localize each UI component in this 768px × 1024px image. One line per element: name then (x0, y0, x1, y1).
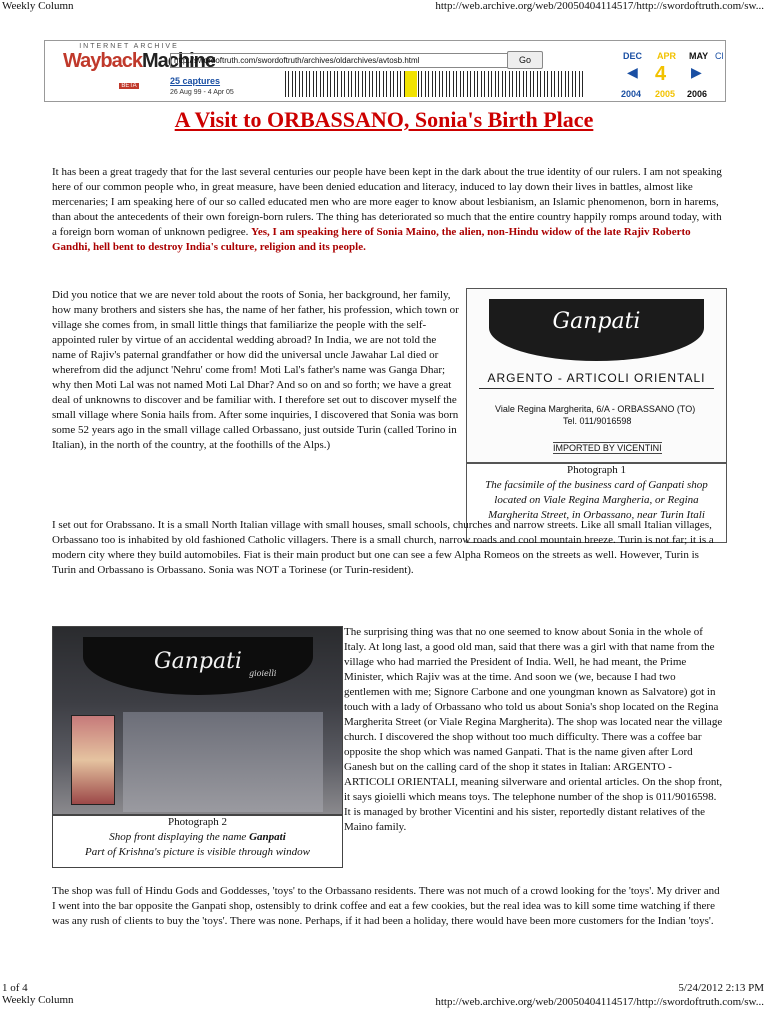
photo-2-caption-line2: Part of Krishna's picture is visible through window (85, 846, 310, 858)
card-telephone: Tel. 011/9016598 (563, 416, 632, 426)
paragraph-intro (52, 165, 724, 255)
wayback-logo-top: INTERNET ARCHIVE (79, 43, 179, 50)
page-title: A Visit to ORBASSANO, Sonia's Birth Place (174, 107, 594, 132)
card-imported: IMPORTED BY VICENTINI (553, 443, 662, 453)
shop-sign-small: gioielli (249, 669, 277, 678)
card-line1: ARGENTO - ARTICOLI ORIENTALI (487, 371, 706, 385)
photo-shop-front (52, 626, 343, 816)
photo-2-caption-prefix: Shop front displaying the name (109, 831, 250, 843)
wayback-logo-a: Wayback (63, 50, 142, 72)
wayback-month-current: APR (657, 51, 677, 61)
wayback-timeline[interactable] (285, 71, 585, 97)
shop-sign-text: Ganpati (154, 649, 242, 674)
wayback-url-input[interactable]: http://swordoftruth.com/swordoftruth/archives/oldarchives/avtosb.html (170, 53, 508, 68)
photo-2-caption-line1 (53, 830, 342, 845)
photo-1-caption-text: The facsimile of the business card of Ganpati shop located on Viale Regina Margheria, or Regina Margherita Street, in Orbassano, near Turin Itali (485, 479, 708, 521)
wayback-year-next[interactable]: 2006 (687, 89, 708, 99)
paragraph-roots: Did you notice that we are never told about the roots of Sonia, her background, her family, how many brothers and sisters she has, the name of her father, his profession, which town or village she comes from, in small little things that familiarize the people with the self-appointed ruler by virtue of an accidental wedding abroad? In India, we are not told the name of Rajiv's paternal grandfather or how did the universal uncle Jawahar Lal died or wherefrom did the adjunct 'Nehru' come from! Moti Lal's father's name was Ganga Dhar; why then Moti Lal was not named Moti Lal Dhar? And so on and so forth; we have a great deal of unknowns to discover and be familiar with. I therefore set out to discover myself the small village where Sonia hails from. After some inquiries, I discovered that Sonia was born some 52 years ago in the small village called Orbassano, just outside Turin (called Torino in Italian), in the north of the country, at the foothills of the Alps.) (52, 289, 459, 451)
photo-1-caption-heading: Photograph 1 (567, 464, 626, 476)
card-divider (479, 388, 714, 389)
krishna-picture (71, 715, 115, 805)
wayback-go-button[interactable]: Go (507, 51, 543, 69)
shop-sign (83, 637, 313, 695)
wayback-timeline-highlight (405, 71, 417, 97)
wayback-day: 4 (655, 63, 667, 85)
paragraph-search: The surprising thing was that no one seemed to know about Sonia in the whole of Italy. At long last, a good old man, said that there was a girl with that name from the village who had married the President of India. Well, he had meant, the Prime Minister, which Rajiv was at the time. And soon we (we, because I had two gentlemen with me; Signore Carbone and one youngman known as Salvatore) got in touch with a lady of Orbassano who told us about Sonia's shop located on the Regina Margherita Street (or Viale Regina Margherita). The shop was located near the village church. I discovered the shop without too much difficulty. There was a coffee bar opposite the shop which was named Ganpati. That is the name given after Lord Ganesh but on the calling card of the shop it states in Italian: ARGENTO - ARTICOLI ORIENTALI, meaning silverware and oriental articles. On the shop front, it says gioielli which means toys. The telephone number of the shop is 011/9016598. It is managed by brother Vicentini and his sister, reportedly distant relatives of the Maino family. (344, 626, 723, 833)
wayback-prev-arrow-icon[interactable]: ◀ (627, 65, 638, 81)
print-footer-title: Weekly Column (2, 994, 74, 1006)
print-header-title: Weekly Column (2, 0, 74, 12)
wayback-capture-range: 26 Aug 99 - 4 Apr 05 (170, 89, 234, 96)
paragraph-orbassano: I set out for Orabssano. It is a small North Italian village with small houses, small schools, churches and narrow streets. Like all small Italian villages, Orbassano too is inhabited by old fashioned Catholic villagers. There is a small church, narrow roads and cool mountain breeze. Turin is not far; it is a modern city where they build automobiles. Fiat is their main product but one can see a few Alpha Romeos on the streets as well. However, Turin is Turin and Orbassano is Orbassano. Sonia was NOT a Torinese (or Turin-resident). (52, 519, 714, 576)
wayback-month-next[interactable]: MAY (689, 51, 709, 61)
print-footer-url: http://web.archive.org/web/20050404114517/http://swordoftruth.com/sw... (435, 996, 764, 1008)
wayback-captures-link[interactable]: 25 captures (170, 76, 221, 86)
paragraph-intro-text: It has been a great tragedy that for the last several centuries our people have been kept in the dark about the true identity of our rulers. I am not speaking here of our common people who, in great measure, have been denied education and literacy, induced to lay down their lives in battles, almost like mercenaries; I am speaking here of our so called educated men who are more eager to know about lesbianism, an Islamic phenomenon, born in harems, than about the antecedents of their own foreign-born rulers. The thing has deteriorated so much that the entire country happily romps around today, with a foreign born woman of unknown pedigree. (52, 166, 722, 238)
photo-2-caption (52, 814, 343, 868)
paragraph-shop: The shop was full of Hindu Gods and Goddesses, 'toys' to the Orbassano residents. There was not much of a crowd looking for the 'toys'. My driver and I went into the bar opposite the Ganpati shop, ostensibly to drink coffee and eat a few cookies, but the real idea was to kill some time watching if there was any rush of clients to buy the 'toys'. There was none. Perhaps, if it had been a holiday, there would have been more customers for the Indian 'toys'. (52, 885, 720, 927)
wayback-year-current: 2005 (655, 89, 676, 99)
wayback-month-prev[interactable]: DEC (623, 51, 643, 61)
photo-business-card (466, 288, 727, 464)
shop-window (123, 712, 323, 812)
wayback-logo-beta: BETA (121, 83, 137, 89)
wayback-toolbar (44, 40, 726, 102)
print-header-url: http://web.archive.org/web/20050404114517/http://swordoftruth.com/sw... (435, 0, 764, 12)
wayback-year-prev[interactable]: 2004 (621, 89, 642, 99)
card-brand: Ganpati (552, 309, 641, 334)
paragraph-intro-highlight: Yes, I am speaking here of Sonia Maino, the alien, non-Hindu widow of the late Rajiv Roberto Gandhi, hell bent to destroy India's culture, religion and its people. (52, 226, 691, 253)
photo-2-caption-name: Ganpati (249, 831, 286, 843)
print-footer-page: 1 of 4 (2, 982, 28, 994)
print-footer-datetime: 5/24/2012 2:13 PM (678, 982, 764, 994)
photo-2-caption-heading: Photograph 2 (168, 816, 227, 828)
wayback-next-arrow-icon[interactable]: ▶ (691, 65, 702, 81)
wayback-logo-b: Machine (141, 50, 215, 72)
card-address: Viale Regina Margherita, 6/A - ORBASSANO (TO) (495, 404, 696, 414)
wayback-close-link[interactable]: Cl (715, 51, 724, 61)
